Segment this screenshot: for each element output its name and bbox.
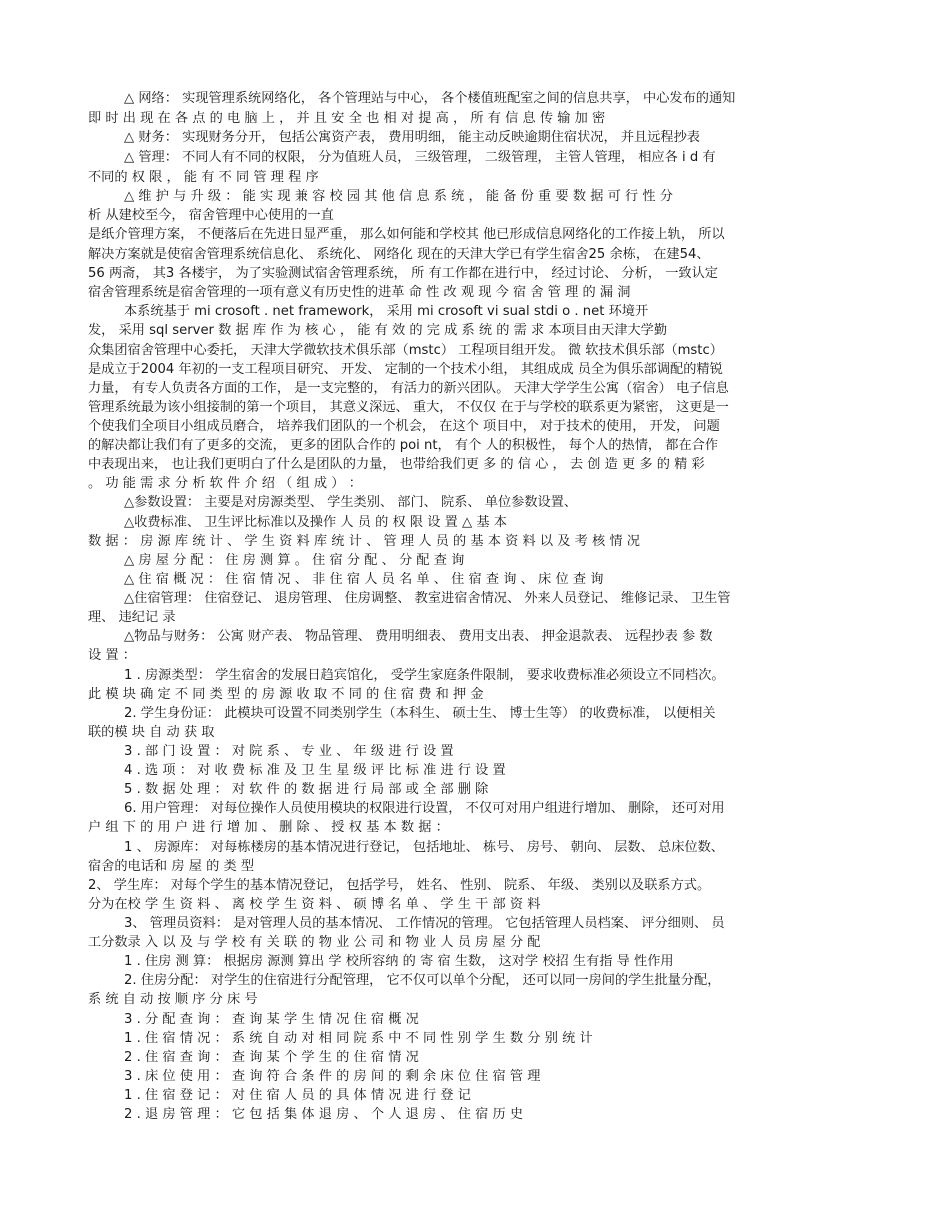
text-line: 3、 管理员资料： 是对管理人员的基本情况、 工作情况的管理。 它包括管理人员档案、 评分细则、 员	[124, 916, 725, 931]
text-line: 是纸介管理方案， 不便落后在先进日显严重， 那么如何能和学校其 他已形成信息网络化的工作接上轨， 所以	[88, 227, 725, 242]
text-line: 4 . 选 项 ： 对 收 费 标 准 及 卫 生 星 级 评 比 标 准 进 行 设 置	[124, 763, 506, 778]
text-line: 2. 住房分配： 对学生的住宿进行分配管理， 它不仅可以单个分配， 还可以同一房间的学生批量分配，	[124, 973, 721, 988]
text-line: 3 . 分 配 查 询 ： 查 询 某 学 生 情 况 住 宿 概 况	[124, 1012, 419, 1027]
text-line: △参数设置： 主要是对房源类型、 学生类别、 部门、 院系、 单位参数设置、	[124, 495, 578, 510]
text-line: 个使我们全项目小组成员磨合， 培养我们团队的一个机会， 在这个 项目中， 对于技术的使用， 开发， 问题	[88, 419, 720, 434]
text-line: 1 . 住房 测 算： 根据房 源测 算出 学 校所容纳 的 寄 宿 生数， 这对学 校招 生有指 导 性作用	[124, 954, 674, 969]
text-line: 1 . 住 宿 登 记 ： 对 住 宿 人 员 的 具 体 情 况 进 行 登 记	[124, 1088, 471, 1103]
text-line: 宿舍的电话和 房 屋 的 类 型	[88, 859, 255, 874]
text-line: 力量， 有专人负责各方面的工作， 是一支完整的， 有活力的新兴团队。 天津大学学生公寓（宿舍） 电子信息	[88, 381, 729, 396]
text-line: 发， 采用 sql server 数 据 库 作 为 核 心 ， 能 有 效 的 完 成 系 统 的 需 求 本项目由天津大学勤	[88, 323, 668, 338]
text-line: 2、 学生库： 对每个学生的基本情况登记， 包括学号， 姓名、 性别、 院系、 年级、 类别以及联系方式。	[88, 878, 711, 893]
text-line: 户 组 下 的 用 户 进 行 增 加 、 删 除 、 授 权 基 本 数 据 ：	[88, 820, 449, 835]
text-line: 析 从建校至今， 宿舍管理中心使用的一直	[88, 208, 334, 223]
text-line: 分为在校 学 生 资 料 、 离 校 学 生 资 料 、 硕 博 名 单 、 学 生 干 部 资 料	[88, 897, 541, 912]
text-line: 解决方案就是使宿舍管理系统信息化、 系统化、 网络化 现在的天津大学已有学生宿舍25 余栋， 在建54、	[88, 247, 710, 262]
text-line: 3 . 部 门 设 置 ： 对 院 系 、 专 业 、 年 级 进 行 设 置	[124, 744, 454, 759]
text-line: 5 . 数 据 处 理 ： 对 软 件 的 数 据 进 行 局 部 或 全 部 删 除	[124, 782, 489, 797]
text-line: 众集团宿舍管理中心委托， 天津大学微软技术俱乐部（mstc） 工程项目组开发。 微 软技术俱乐部（mstc）	[88, 343, 723, 358]
text-line: 数 据 ： 房 源 库 统 计 、 学 生 资 料 库 统 计 、 管 理 人 员 的 基 本 资 料 以 及 考 核 情 况	[88, 534, 640, 549]
text-line: 2 . 住 宿 查 询 ： 查 询 某 个 学 生 的 住 宿 情 况	[124, 1050, 419, 1065]
text-line: 即 时 出 现 在 各 点 的 电 脑 上 ， 并 且 安 全 也 相 对 提 高 ， 所 有 信 息 传 输 加 密	[88, 111, 606, 126]
text-line: △ 财务： 实现财务分开， 包括公寓资产表， 费用明细， 能主动反映逾期住宿状况， 并且远程抄表	[124, 130, 700, 145]
text-line: △住宿管理： 住宿登记、 退房管理、 住房调整、 教室进宿舍情况、 外来人员登记、 维修记录、 卫生管	[124, 591, 731, 606]
text-line: △ 维 护 与 升 级 ： 能 实 现 兼 容 校 园 其 他 信 息 系 统 ， 能 备 份 重 要 数 据 可 行 性 分	[124, 189, 673, 204]
text-line: 1 . 住 宿 情 况 ： 系 统 自 动 对 相 同 院 系 中 不 同 性 别 学 生 数 分 别 统 计	[124, 1031, 593, 1046]
text-line: △ 管理： 不同人有不同的权限， 分为值班人员， 三级管理， 二级管理， 主管人管理， 相应各 i d 有	[124, 150, 716, 165]
text-line: 宿舍管理系统是宿舍管理的一项有意义有历史性的进革 命 性 改 观 现 今 宿 舍 管 理 的 漏 洞	[88, 285, 631, 300]
text-line: 2 . 退 房 管 理 ： 它 包 括 集 体 退 房 、 个 人 退 房 、 住 宿 历 史	[124, 1107, 524, 1122]
text-line: 1 、 房源库： 对每栋楼房的基本情况进行登记， 包括地址、 栋号、 房号、 朝向、 层数、 总床位数、	[124, 840, 724, 855]
text-line: 是成立于2004 年初的一支工程项目研究、 开发、 定制的一个技术小组， 其组成成 员全为俱乐部调配的精锐	[88, 362, 723, 377]
text-line: 3 . 床 位 使 用 ： 查 询 符 合 条 件 的 房 间 的 剩 余 床 位 住 宿 管 理	[124, 1069, 541, 1084]
text-line: △ 住 宿 概 况 ： 住 宿 情 况 、 非 住 宿 人 员 名 单 、 住 宿 查 询 、 床 位 查 询	[124, 572, 604, 587]
text-line: 设 置 ：	[88, 648, 136, 663]
text-line: 管理系统最为该小组接制的第一个项目， 其意义深远、 重大， 不仅仅 在于与学校的联系更为紧密， 这更是一	[88, 400, 729, 415]
text-line: 56 两斋， 其3 各楼宇， 为了实验测试宿舍管理系统， 所 有工作都在进行中， 经过讨论、 分析， 一致认定	[88, 266, 718, 281]
text-line: △收费标准、 卫生评比标准以及操作 人 员 的 权 限 设 置 △ 基 本	[124, 515, 507, 530]
text-line: 工分数录 入 以 及 与 学 校 有 关 联 的 物 业 公 司 和 物 业 人 员 房 屋 分 配	[88, 935, 541, 950]
text-line: 此 模 块 确 定 不 同 类 型 的 房 源 收 取 不 同 的 住 宿 费 和 押 金	[88, 687, 484, 702]
text-line: 的解决都让我们有了更多的交流， 更多的团队合作的 poi nt， 有个 人的积极性， 每个人的热情， 都在合作	[88, 438, 719, 453]
text-line: 系 统 自 动 按 顺 序 分 床 号	[88, 992, 258, 1007]
text-line: △物品与财务： 公寓 财产表、 物品管理、 费用明细表、 费用支出表、 押金退款表、 远程抄表 参 数	[124, 629, 713, 644]
text-line: 不同的 权 限 ， 能 有 不 同 管 理 程 序	[88, 170, 319, 185]
text-line: △ 房 屋 分 配 ： 住 房 测 算 。 住 宿 分 配 、 分 配 查 询	[124, 553, 465, 568]
text-line: 中表现出来， 也让我们更明白了什么是团队的力量， 也带给我们更 多 的 信 心 ， 去 创 造 更 多 的 精 彩	[88, 457, 705, 472]
text-line: △ 网络： 实现管理系统网络化， 各个管理站与中心， 各个楼值班配室之间的信息共享， 中心发布的通知	[124, 91, 736, 106]
text-line: 1 . 房源类型： 学生宿舍的发展日趋宾馆化， 受学生家庭条件限制， 要求收费标准必须设立不同档次。	[124, 668, 725, 683]
text-line: 。 功 能 需 求 分 析 软 件 介 绍 （ 组 成 ） ：	[88, 476, 362, 491]
text-line: 本系统基于 mi crosoft . net framework， 采用 mi crosoft vi sual stdi o . net 环境开	[124, 304, 649, 319]
text-line: 理、 违纪记 录	[88, 610, 176, 625]
text-line: 6. 用户管理： 对每位操作人员使用模块的权限进行设置， 不仅可对用户组进行增加、 删除， 还可对用	[124, 801, 725, 816]
text-line: 联的模 块 自 动 获 取	[88, 725, 215, 740]
text-line: 2. 学生身份证： 此模块可设置不同类别学生（本科生、 硕士生、 博士生等） 的收费标准， 以便相关	[124, 706, 716, 721]
